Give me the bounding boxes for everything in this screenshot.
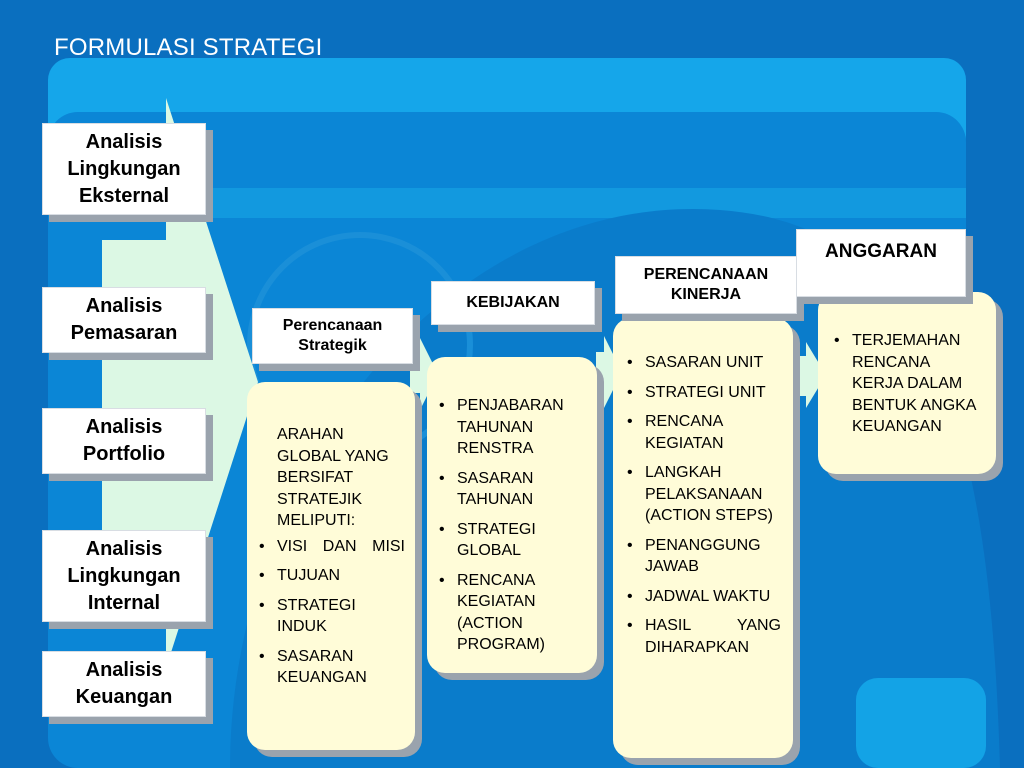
input-label-line: Analisis xyxy=(85,416,163,438)
list-item: • RENCANA KEGIATAN (ACTION PROGRAM) xyxy=(437,570,587,656)
header-perencanaan-strategik xyxy=(252,308,413,364)
input-label-line: Portfolio xyxy=(82,443,166,465)
header-label-line: Strategik xyxy=(298,337,367,354)
panel-item-list xyxy=(437,395,587,656)
panel-item-list xyxy=(625,352,781,658)
panel-item-list xyxy=(832,330,982,438)
slide-title: FORMULASI STRATEGI xyxy=(54,34,323,61)
input-label-line: Lingkungan xyxy=(67,157,181,180)
input-label-line: Lingkungan xyxy=(67,564,181,587)
input-label-line: Analisis xyxy=(85,295,163,317)
list-item: • PENANGGUNG JAWAB xyxy=(625,535,781,578)
header-label-line: PERENCANAAN xyxy=(643,266,769,283)
list-item: • RENCANA KEGIATAN xyxy=(625,411,781,454)
panel-item-list xyxy=(257,536,405,689)
input-label-line: Analisis xyxy=(85,130,163,153)
input-label-line: Internal xyxy=(87,591,161,614)
input-label-line: Keuangan xyxy=(75,686,173,708)
header-label-line: KEBIJAKAN xyxy=(466,294,560,311)
list-item: • STRATEGI GLOBAL xyxy=(437,519,587,562)
input-label-line: Analisis xyxy=(85,537,163,560)
input-label-line: Eksternal xyxy=(78,184,170,207)
input-box-lingkungan-eksternal xyxy=(42,123,206,215)
list-item: • PENJABARAN TAHUNAN RENSTRA xyxy=(437,395,587,460)
header-anggaran xyxy=(796,229,966,297)
list-item: • SASARAN TAHUNAN xyxy=(437,468,587,511)
list-item: • TERJEMAHAN RENCANA KERJA DALAM BENTUK ANGKA KEUANGAN xyxy=(832,330,982,438)
list-item: • VISI DAN MISI xyxy=(257,536,405,558)
header-kebijakan xyxy=(431,281,595,325)
input-label-line: Analisis xyxy=(85,659,163,681)
input-label-line: Pemasaran xyxy=(70,322,178,344)
list-item: • HASIL YANG DIHARAPKAN xyxy=(625,615,781,658)
header-label-line: KINERJA xyxy=(670,286,742,303)
list-item: • SASARAN UNIT xyxy=(625,352,781,374)
input-box-lingkungan-internal xyxy=(42,530,206,622)
list-item: • SASARAN KEUANGAN xyxy=(257,646,405,689)
list-item: • LANGKAH PELAKSANAAN (ACTION STEPS) xyxy=(625,462,781,527)
panel-perencanaan-strategik xyxy=(247,382,415,750)
list-item: • TUJUAN xyxy=(257,565,405,587)
header-label-line: ANGGARAN xyxy=(825,241,937,262)
header-perencanaan-kinerja xyxy=(615,256,797,314)
panel-perencanaan-kinerja xyxy=(613,318,793,758)
list-item: • STRATEGI UNIT xyxy=(625,382,781,404)
list-item: • STRATEGI INDUK xyxy=(257,595,405,638)
input-box-keuangan xyxy=(42,651,206,717)
list-item: • JADWAL WAKTU xyxy=(625,586,781,608)
panel-anggaran xyxy=(818,292,996,474)
input-box-portfolio xyxy=(42,408,206,474)
header-label-line: Perencanaan xyxy=(282,317,383,334)
panel-kebijakan xyxy=(427,357,597,673)
panel-intro-text: ARAHAN GLOBAL YANG BERSIFAT STRATEJIK MELIPUTI: xyxy=(277,426,389,529)
input-box-pemasaran xyxy=(42,287,206,353)
